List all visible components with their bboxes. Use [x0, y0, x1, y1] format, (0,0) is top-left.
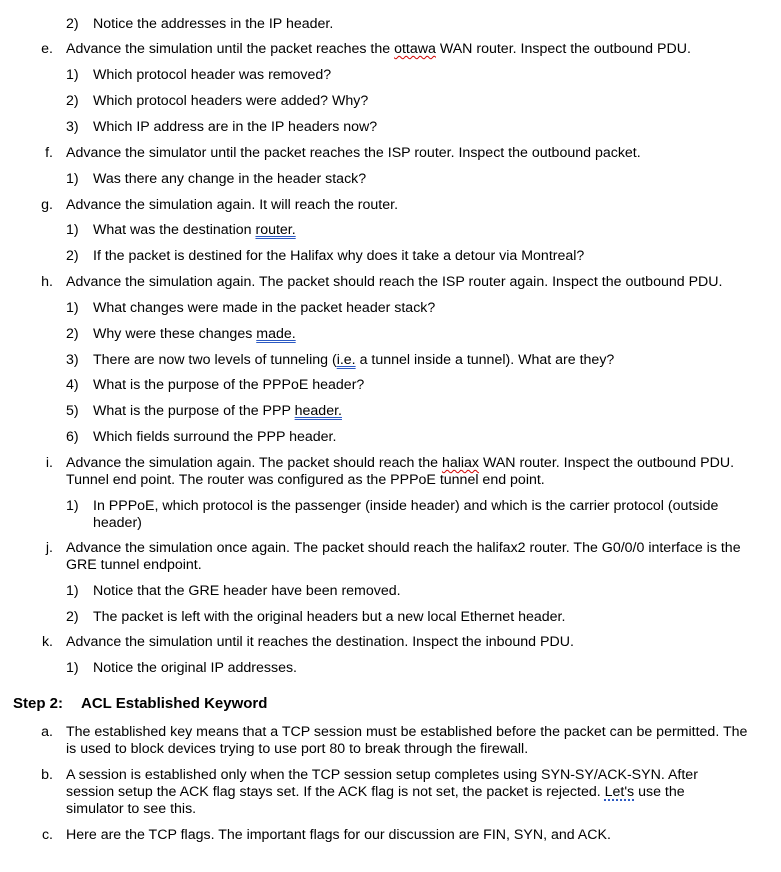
item-letter: k.	[41, 634, 53, 650]
item-number: 2)	[66, 93, 79, 109]
item-text: Which fields surround the PPP header.	[93, 429, 337, 445]
item-text: Notice the original IP addresses.	[93, 660, 297, 676]
item-text: Advance the simulation until the packet reaches the ottawa WAN router. Inspect the outbound PDU.	[66, 41, 691, 57]
item-number: 4)	[66, 377, 79, 393]
item-text: What is the purpose of the PPP header.	[93, 403, 342, 419]
item-number: 2)	[66, 16, 79, 32]
item-text: What changes were made in the packet header stack?	[93, 300, 436, 316]
item-text: In PPPoE, which protocol is the passenger (inside header) and which is the carrier protocol (outside header)	[93, 498, 719, 531]
item-letter: f.	[45, 145, 53, 161]
item-text: There are now two levels of tunneling (i.e. a tunnel inside a tunnel). What are they?	[93, 352, 615, 368]
item-text: Advance the simulation again. The packet should reach the haliax WAN router. Inspect the outbound PDU. Tunnel end point. The router was configured as the PPPoE tunnel end point.	[66, 455, 735, 488]
item-number: 3)	[66, 119, 79, 135]
item-letter: b.	[41, 767, 53, 783]
item-text: Which protocol headers were added? Why?	[93, 93, 369, 109]
grammar-mark: router.	[255, 222, 296, 238]
item-text: If the packet is destined for the Halifax why does it take a detour via Montreal?	[93, 248, 585, 264]
item-letter: a.	[41, 724, 53, 740]
step-number: Step 2:	[13, 695, 64, 712]
item-letter: i.	[45, 455, 53, 471]
item-text: Was there any change in the header stack?	[93, 171, 367, 187]
item-number: 1)	[66, 300, 79, 316]
item-text: The packet is left with the original headers but a new local Ethernet header.	[93, 609, 566, 625]
spelling-mark: ottawa	[394, 41, 436, 57]
item-text: What was the destination router.	[93, 222, 296, 238]
item-number: 1)	[66, 498, 79, 514]
grammar-mark: Let's	[604, 784, 635, 800]
item-letter: j.	[45, 540, 53, 556]
item-text: Advance the simulation until it reaches the destination. Inspect the inbound PDU.	[66, 634, 574, 650]
item-number: 1)	[66, 660, 79, 676]
item-text: Notice that the GRE header have been removed.	[93, 583, 401, 599]
item-text: What is the purpose of the PPPoE header?	[93, 377, 365, 393]
item-text: Which IP address are in the IP headers now?	[93, 119, 378, 135]
item-text: Here are the TCP flags. The important flags for our discussion are FIN, SYN, and ACK.	[66, 827, 611, 843]
item-text: Notice the addresses in the IP header.	[93, 16, 334, 32]
item-number: 2)	[66, 326, 79, 342]
item-letter: h.	[41, 274, 53, 290]
item-text: The established key means that a TCP session must be established before the packet can be permitted. The is used to block devices trying to use port 80 to break through the firewall.	[66, 724, 748, 757]
item-text: Why were these changes made.	[93, 326, 296, 342]
grammar-mark: made.	[256, 326, 296, 342]
item-number: 3)	[66, 352, 79, 368]
item-number: 1)	[66, 67, 79, 83]
item-number: 1)	[66, 171, 79, 187]
grammar-mark: i.e.	[336, 352, 356, 368]
item-number: 6)	[66, 429, 79, 445]
item-letter: g.	[41, 197, 53, 213]
item-letter: c.	[41, 827, 53, 843]
item-number: 1)	[66, 222, 79, 238]
spelling-mark: haliax	[441, 455, 480, 471]
grammar-mark: header.	[294, 403, 342, 419]
item-text: Which protocol header was removed?	[93, 67, 332, 83]
item-letter: e.	[41, 41, 53, 57]
item-number: 2)	[66, 609, 79, 625]
step-title: ACL Established Keyword	[81, 695, 268, 712]
item-text: Advance the simulator until the packet reaches the ISP router. Inspect the outbound packet.	[66, 145, 641, 161]
item-number: 2)	[66, 248, 79, 264]
item-text: A session is established only when the TCP session setup completes using SYN-SY/ACK-SYN. After session setup the ACK flag stays set. If the ACK flag is not set, the packet is rejected. Let's use the simulator to see this.	[66, 767, 698, 817]
item-text: Advance the simulation once again. The packet should reach the halifax2 router. The G0/0/0 interface is the GRE tunnel endpoint.	[66, 540, 741, 573]
item-number: 5)	[66, 403, 79, 419]
step-heading	[13, 695, 267, 712]
item-text: Advance the simulation again. The packet should reach the ISP router again. Inspect the outbound PDU.	[66, 274, 723, 290]
item-number: 1)	[66, 583, 79, 599]
item-text: Advance the simulation again. It will reach the router.	[66, 197, 399, 213]
